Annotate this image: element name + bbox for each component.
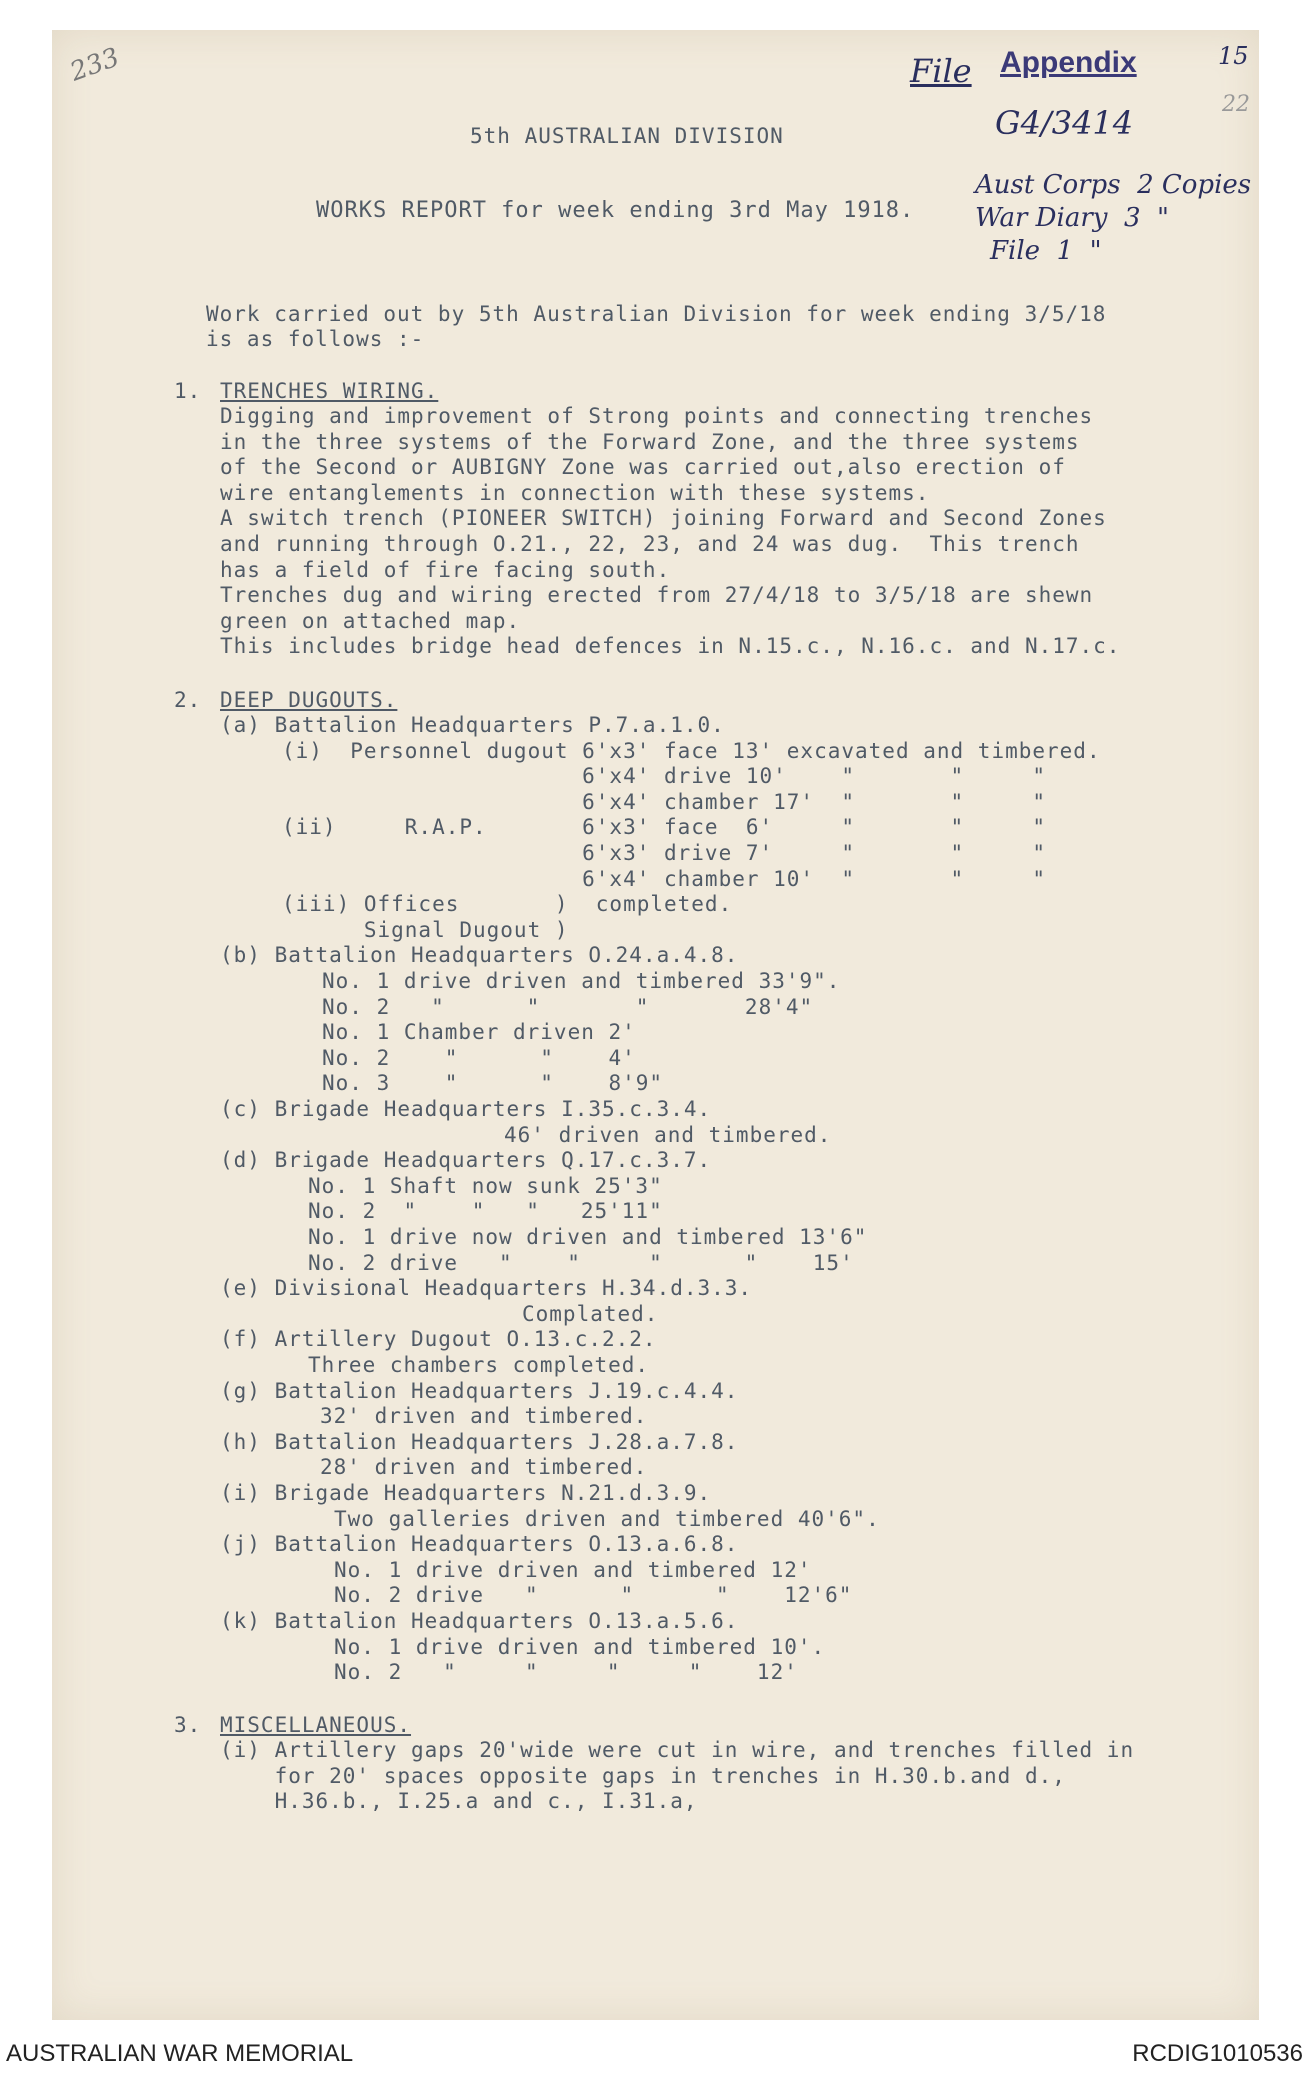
typed-line: Complated. xyxy=(522,1301,659,1326)
typed-line: No. 2 drive " " " " 15' xyxy=(308,1250,854,1275)
typed-line: Three chambers completed. xyxy=(308,1353,650,1377)
typed-line: 6'x3' drive 7' " " " xyxy=(282,841,1047,865)
section-number: 2. xyxy=(174,688,202,712)
typed-line: in the three systems of the Forward Zone, and the three systems xyxy=(220,429,1080,454)
appendix-number: 15 xyxy=(1218,42,1249,70)
typed-line: Two galleries driven and timbered 40'6". xyxy=(334,1506,880,1531)
subsection-heading: (a) Battalion Headquarters P.7.a.1.0. xyxy=(220,713,725,737)
typed-line: A switch trench (PIONEER SWITCH) joining Forward and Second Zones xyxy=(220,506,1107,531)
typed-line: No. 1 drive driven and timbered 10'. xyxy=(334,1634,826,1659)
distribution-line: War Diary 3 " xyxy=(975,203,1169,233)
footer-catalogue-id: RCDIG1010536 xyxy=(1132,2040,1303,2067)
subsection-heading: (e) Divisional Headquarters H.34.d.3.3. xyxy=(220,1276,753,1301)
typed-line: No. 2 " " 4' xyxy=(322,1045,636,1070)
report-title: WORKS REPORT for week ending 3rd May 1918. xyxy=(316,198,915,223)
typed-line: 6'x4' chamber 17' " " " xyxy=(282,789,1047,814)
reference-number: G4/3414 xyxy=(995,104,1134,142)
subsection-heading: (i) Brigade Headquarters N.21.d.3.9. xyxy=(220,1481,712,1505)
typed-line: for 20' spaces opposite gaps in trenches in H.30.b.and d., xyxy=(220,1763,1066,1788)
subsection-heading: (f) Artillery Dugout O.13.c.2.2. xyxy=(220,1327,657,1352)
typed-line: (ii) R.A.P. 6'x3' face 6' " " " xyxy=(282,815,1047,840)
typed-line: Digging and improvement of Strong points and connecting trenches xyxy=(220,404,1094,428)
section-heading: DEEP DUGOUTS. xyxy=(220,688,398,712)
typed-line: No. 2 " " " 28'4" xyxy=(322,994,814,1019)
intro-line: is as follows :- xyxy=(206,327,425,351)
subsection-heading: (d) Brigade Headquarters Q.17.c.3.7. xyxy=(220,1148,712,1173)
typed-line: 28' driven and timbered. xyxy=(320,1455,648,1480)
section-number: 1. xyxy=(174,379,202,403)
typed-line: Signal Dugout ) xyxy=(282,917,569,942)
typed-line: H.36.b., I.25.a and c., I.31.a, xyxy=(220,1789,698,1814)
typed-line: No. 2 " " " 25'11" xyxy=(308,1199,663,1224)
typed-line: No. 1 Shaft now sunk 25'3" xyxy=(308,1173,663,1198)
typed-line: 6'x4' chamber 10' " " " xyxy=(282,866,1047,891)
typed-line: and running through O.21., 22, 23, and 24 was dug. This trench xyxy=(220,532,1080,556)
subsection-heading: (c) Brigade Headquarters I.35.c.3.4. xyxy=(220,1097,712,1121)
typed-line: No. 2 " " " " 12' xyxy=(334,1660,798,1685)
typed-line: has a field of fire facing south. xyxy=(220,557,671,582)
typed-line: of the Second or AUBIGNY Zone was carried out,also erection of xyxy=(220,455,1066,480)
typed-line: (i) Artillery gaps 20'wide were cut in wire, and trenches filled in xyxy=(220,1738,1135,1762)
appendix-stamp: Appendix xyxy=(1000,46,1137,79)
file-mark: File xyxy=(910,52,972,90)
subsection-heading: (g) Battalion Headquarters J.19.c.4.4. xyxy=(220,1378,739,1403)
section-number: 3. xyxy=(174,1713,202,1737)
distribution-line: Aust Corps 2 Copies xyxy=(975,170,1252,200)
corner-number: 233 xyxy=(66,42,124,88)
typed-line: No. 1 drive now driven and timbered 13'6" xyxy=(308,1225,868,1249)
typed-line: No. 2 drive " " " 12'6" xyxy=(334,1583,853,1608)
typed-line: 6'x4' drive 10' " " " xyxy=(282,764,1047,789)
distribution-line: File 1 " xyxy=(990,236,1102,266)
typed-line: No. 1 drive driven and timbered 33'9". xyxy=(322,969,841,993)
division-title: 5th AUSTRALIAN DIVISION xyxy=(470,124,784,148)
subsection-heading: (b) Battalion Headquarters O.24.a.4.8. xyxy=(220,943,739,968)
section-heading: TRENCHES WIRING. xyxy=(220,379,439,403)
section-heading: MISCELLANEOUS. xyxy=(220,1713,412,1737)
typed-line: No. 1 drive driven and timbered 12' xyxy=(334,1557,812,1582)
subsection-heading: (k) Battalion Headquarters O.13.a.5.6. xyxy=(220,1609,739,1633)
footer-institution: AUSTRALIAN WAR MEMORIAL xyxy=(6,2040,354,2067)
typed-line: This includes bridge head defences in N.15.c., N.16.c. and N.17.c. xyxy=(220,634,1121,659)
typed-line: 46' driven and timbered. xyxy=(504,1122,832,1147)
subsection-heading: (h) Battalion Headquarters J.28.a.7.8. xyxy=(220,1429,739,1454)
typed-line: (iii) Offices ) completed. xyxy=(282,892,733,917)
typed-line: 32' driven and timbered. xyxy=(320,1404,648,1429)
intro-line: Work carried out by 5th Australian Division for week ending 3/5/18 xyxy=(206,302,1107,326)
typed-line: No. 1 Chamber driven 2' xyxy=(322,1020,636,1045)
edge-number: 22 xyxy=(1222,92,1250,117)
subsection-heading: (j) Battalion Headquarters O.13.a.6.8. xyxy=(220,1532,739,1557)
typed-line: green on attached map. xyxy=(220,608,521,633)
typed-line: wire entanglements in connection with these systems. xyxy=(220,480,930,505)
typed-line: No. 3 " " 8'9" xyxy=(322,1071,664,1096)
typed-line: (i) Personnel dugout 6'x3' face 13' excavated and timbered. xyxy=(282,738,1101,763)
typed-line: Trenches dug and wiring erected from 27/4/18 to 3/5/18 are shewn xyxy=(220,583,1094,608)
